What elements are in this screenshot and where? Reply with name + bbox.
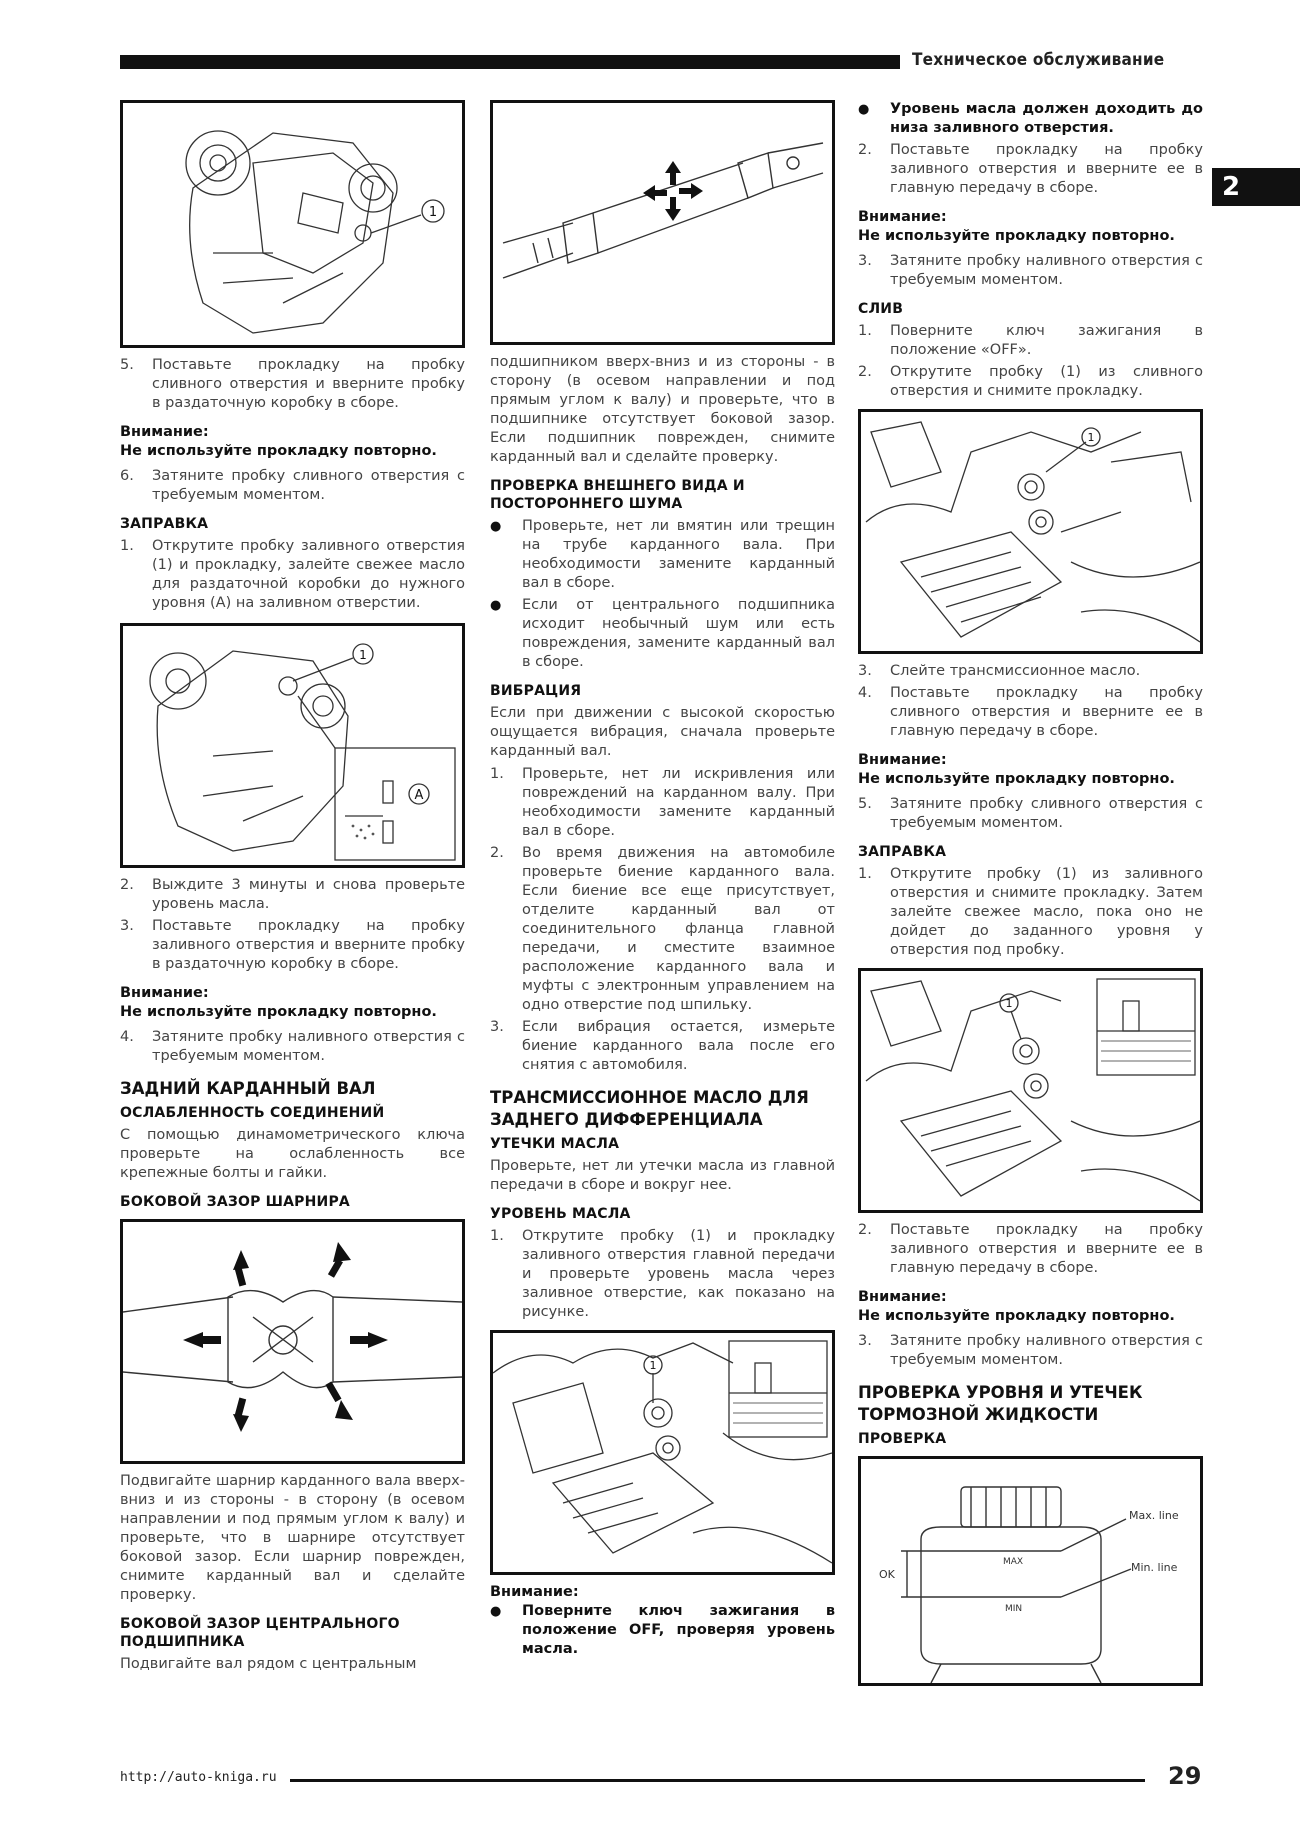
section-heading-brake: ПРОВЕРКА УРОВНЯ И УТЕЧЕК ТОРМОЗНОЙ ЖИДКОСТИ <box>858 1383 1143 1424</box>
list-item: 3. Затяните пробку наливного отверстия с требуемым моментом. <box>858 1333 1203 1368</box>
subheading-loose: ОСЛАБЛЕННОСТЬ СОЕДИНЕНИЙ <box>120 1105 385 1121</box>
header-rule <box>120 55 900 69</box>
callout-1: 1 <box>428 205 438 220</box>
max-mark: MAX <box>1003 1557 1024 1567</box>
diff-level-drawing <box>493 1333 832 1572</box>
subheading-noise: ПРОВЕРКА ВНЕШНЕГО ВИДА И ПОСТОРОННЕГО ШУМА <box>490 478 745 512</box>
paragraph: С помощью динамометрического ключа проверьте на ослабленность все крепежные болты и гайки. <box>120 1127 465 1181</box>
min-mark: MIN <box>1005 1604 1023 1614</box>
footer-url: http://auto-kniga.ru <box>120 1770 277 1785</box>
paragraph: Подвигайте вал рядом с центральным <box>120 1656 417 1672</box>
joint-play-drawing <box>123 1222 462 1461</box>
list-item: 5. Поставьте прокладку на пробку сливного отверстия и вверните пробку в раздаточную коробку в сборе. <box>120 357 465 411</box>
page-number: 29 <box>1168 1762 1202 1790</box>
column-2 <box>490 100 835 1662</box>
list-item: 2. Во время движения на автомобиле проверьте биение карданного вала. Если биение все еще присутствует, отделите карданный вал от соединительного фланца главной передачи, и сместите взаимное расположение карданного вала и муфты с электронным управлением на одно отверстие под шпильку. <box>490 845 835 1013</box>
list-item: 1. Открутите пробку (1) и прокладку заливного отверстия главной передачи и проверьте уровень масла через заливное отверстие, как показано на рисунке. <box>490 1228 835 1320</box>
list-item: 3. Слейте трансмиссионное масло. <box>858 663 1141 679</box>
bullet-item: ● Если от центрального подшипника исходит необычный шум или есть повреждения, замените карданный вал в сборе. <box>490 597 835 670</box>
section-heading-rear-shaft: ЗАДНИЙ КАРДАННЫЙ ВАЛ <box>120 1079 376 1098</box>
warning-heading: Внимание: <box>120 424 209 440</box>
paragraph: Проверьте, нет ли утечки масла из главной передачи в сборе и вокруг нее. <box>490 1158 835 1193</box>
figure-diff-drain <box>858 409 1203 654</box>
center-bearing-drawing <box>493 103 832 342</box>
bullet-item: ● Проверьте, нет ли вмятин или трещин на трубе карданного вала. При необходимости замените карданный вал в сборе. <box>490 518 835 591</box>
subheading-check: ПРОВЕРКА <box>858 1431 947 1447</box>
min-line-label: Min. line <box>1131 1561 1178 1574</box>
subheading-vibration: ВИБРАЦИЯ <box>490 683 582 699</box>
paragraph: Подвигайте шарнир карданного вала вверх-вниз и из стороны - в сторону (в осевом направлении и под прямым углом к валу) и проверьте, что в шарнире отсутствует боковой зазор. Если шарнир поврежден, снимите карданный вал и сделайте проверку. <box>120 1473 465 1603</box>
list-item: 6. Затяните пробку сливного отверстия с требуемым моментом. <box>120 468 465 503</box>
figure-joint-play <box>120 1219 465 1464</box>
callout-1: 1 <box>359 648 367 662</box>
figure-transfer-case-drain <box>120 100 465 348</box>
subheading-level: УРОВЕНЬ МАСЛА <box>490 1206 631 1222</box>
transfer-case-drawing <box>123 103 462 345</box>
diff-drain-drawing <box>861 412 1200 651</box>
paragraph: подшипником вверх-вниз и из стороны - в сторону (в осевом направлении и под прямым углом к валу) и проверьте, что в подшипнике отсутствует боковой зазор. Если подшипник поврежден, снимите карданный вал и сделайте проверку. <box>490 354 835 465</box>
callout-a: A <box>414 788 424 803</box>
figure-transfer-case-fill <box>120 623 465 868</box>
subheading-drain: СЛИВ <box>858 301 904 317</box>
section-title: Техническое обслуживание <box>912 50 1165 70</box>
list-item: 2. Поставьте прокладку на пробку заливного отверстия и вверните ее в главную передачу в сборе. <box>858 1222 1203 1276</box>
warning-heading: Внимание: <box>120 985 209 1001</box>
warning-text: Не используйте прокладку повторно. <box>858 228 1175 244</box>
list-item: 3. Поставьте прокладку на пробку заливного отверстия и вверните пробку в раздаточную коробку в сборе. <box>120 918 465 972</box>
warning-heading: Внимание: <box>490 1584 579 1600</box>
warning-text: Не используйте прокладку повторно. <box>120 1004 437 1020</box>
callout-1: 1 <box>1087 431 1095 444</box>
list-item: 2. Выждите 3 минуты и снова проверьте уровень масла. <box>120 877 465 912</box>
list-item: 1. Открутите пробку (1) из заливного отверстия и снимите прокладку. Затем залейте свежее масло, пока оно не дойдет до заданного уровня у отверстия под пробку. <box>858 866 1203 958</box>
warning-heading: Внимание: <box>858 752 947 768</box>
warning-text: Не используйте прокладку повторно. <box>858 1308 1175 1324</box>
list-item: 3. Если вибрация остается, измерьте биение карданного вала после его снятия с автомобиля. <box>490 1019 835 1073</box>
column-3 <box>858 100 1203 1694</box>
list-item: 1. Открутите пробку заливного отверстия (1) и прокладку, залейте свежее масло для раздаточной коробки до нужного уровня (А) на заливном отверстии. <box>120 538 465 611</box>
list-item: 1. Проверьте, нет ли искривления или повреждений на карданном валу. При необходимости замените карданный вал в сборе. <box>490 766 835 839</box>
paragraph: Если при движении с высокой скоростью ощущается вибрация, сначала проверьте карданный вал. <box>490 705 835 759</box>
column-1 <box>120 100 465 1678</box>
transfer-case-fill-drawing <box>123 626 462 865</box>
list-item: 2. Открутите пробку (1) из сливного отверстия и снимите прокладку. <box>858 364 1203 399</box>
figure-brake-reservoir <box>858 1456 1203 1686</box>
brake-reservoir-drawing <box>861 1459 1200 1683</box>
footer-rule <box>290 1779 1145 1782</box>
list-item: 1. Поверните ключ зажигания в положение «OFF». <box>858 323 1203 358</box>
chapter-tab: 2 <box>1212 168 1300 206</box>
list-item: 5. Затяните пробку сливного отверстия с требуемым моментом. <box>858 796 1203 831</box>
list-item: 2. Поставьте прокладку на пробку заливного отверстия и вверните ее в главную передачу в сборе. <box>858 142 1203 196</box>
warning-heading: Внимание: <box>858 209 947 225</box>
callout-1: 1 <box>1005 997 1013 1010</box>
section-heading-diff-oil: ТРАНСМИССИОННОЕ МАСЛО ДЛЯ ЗАДНЕГО ДИФФЕРЕНЦИАЛА <box>490 1088 809 1129</box>
callout-1: 1 <box>649 1359 657 1372</box>
list-item: 3. Затяните пробку наливного отверстия с требуемым моментом. <box>858 253 1203 288</box>
subheading-refill: ЗАПРАВКА <box>858 844 947 860</box>
subheading-leak: УТЕЧКИ МАСЛА <box>490 1136 620 1152</box>
diff-fill-drawing <box>861 971 1200 1210</box>
bullet-item: ● Поверните ключ зажигания в положение OFF, проверяя уровень масла. <box>490 1603 835 1657</box>
warning-heading: Внимание: <box>858 1289 947 1305</box>
max-line-label: Max. line <box>1129 1509 1179 1522</box>
subheading-refill: ЗАПРАВКА <box>120 516 209 532</box>
list-item: 4. Затяните пробку наливного отверстия с требуемым моментом. <box>120 1029 465 1064</box>
ok-label: OK <box>879 1568 895 1581</box>
warning-text: Не используйте прокладку повторно. <box>858 771 1175 787</box>
warning-text: Не используйте прокладку повторно. <box>120 443 437 459</box>
subheading-center: БОКОВОЙ ЗАЗОР ЦЕНТРАЛЬНОГО ПОДШИПНИКА <box>120 1616 400 1650</box>
bullet-item: ● Уровень масла должен доходить до низа заливного отверстия. <box>858 101 1203 136</box>
figure-center-bearing-play <box>490 100 835 345</box>
subheading-joint: БОКОВОЙ ЗАЗОР ШАРНИРА <box>120 1194 350 1210</box>
figure-diff-fill <box>858 968 1203 1213</box>
figure-diff-level <box>490 1330 835 1575</box>
list-item: 4. Поставьте прокладку на пробку сливного отверстия и вверните ее в главную передачу в сборе. <box>858 685 1203 739</box>
